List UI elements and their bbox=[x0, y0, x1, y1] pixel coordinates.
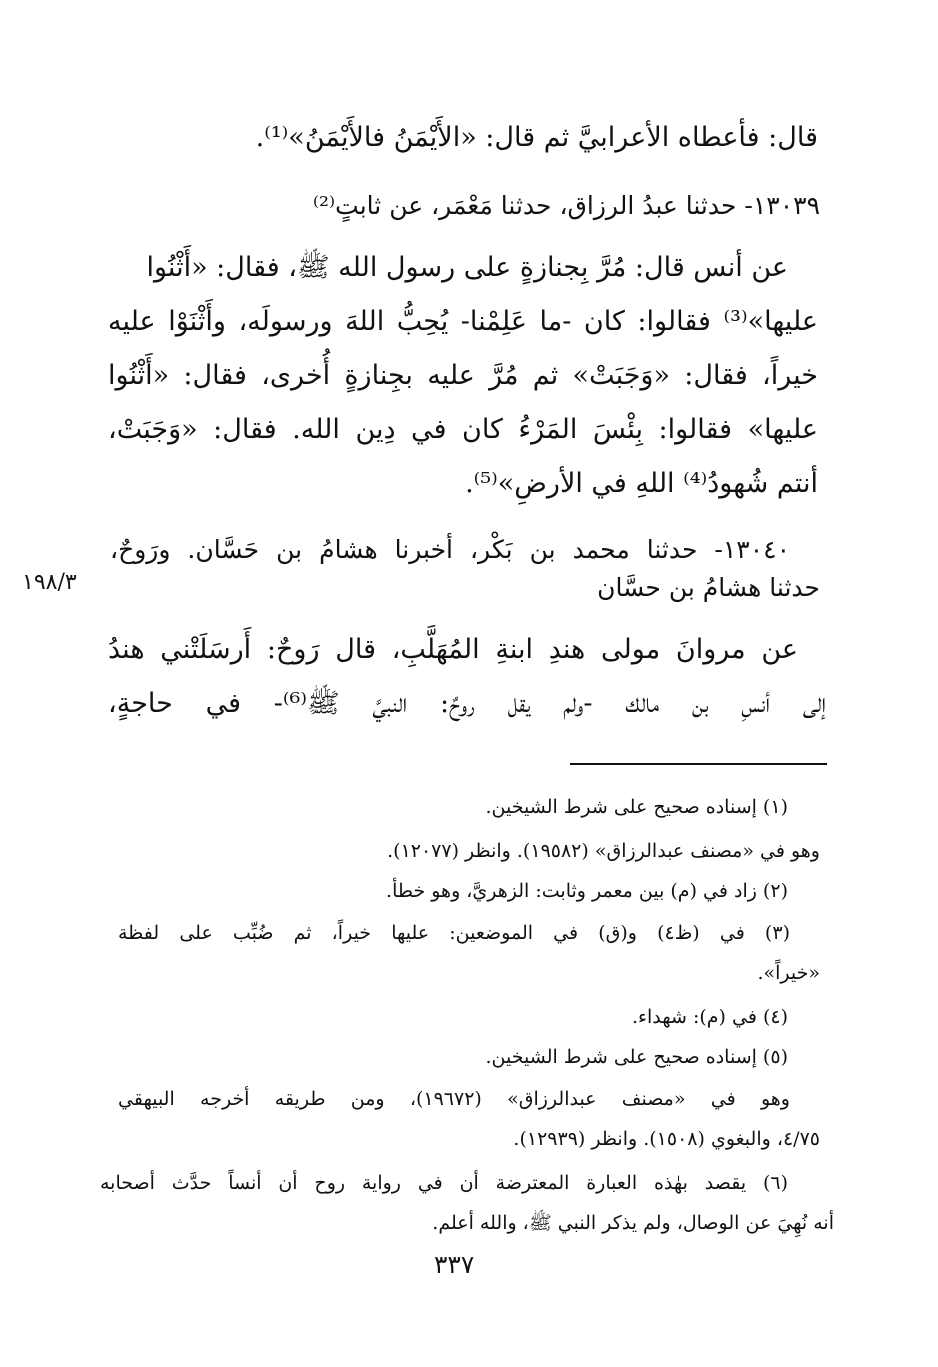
text-line: عن مروانَ مولى هندِ ابنةِ المُهَلَّبِ، قال رَوحٌ: أَرسَلَتْني هندُ bbox=[108, 634, 798, 665]
footnote-line: أنه نُهِيَ عن الوصال، ولم يذكر النبي ﷺ، والله أعلم. bbox=[432, 1212, 834, 1234]
text-line: إلى أنسِ بن مالك -ولم يقل روحٌ: النبيَّ ﷺ⁽⁶⁾- في حاجةٍ، bbox=[108, 688, 826, 719]
footnote-line: (٢) زاد في (م) بين معمر وثابت: الزهريَّ، وهو خطأ. bbox=[386, 880, 788, 902]
footnote-line: (٣) في (ظ٤) و(ق) في الموضعين: عليها خيراً، ثم ضُبِّب على لفظة bbox=[118, 922, 790, 944]
footnote-line: ٤/٧٥، والبغوي (١٥٠٨). وانظر (١٢٩٣٩). bbox=[513, 1128, 820, 1150]
footnote-line: وهو في «مصنف عبدالرزاق» (١٩٦٧٢)، ومن طريقه أخرجه البيهقي bbox=[118, 1088, 790, 1110]
hadith-heading: ١٣٠٣٩- حدثنا عبدُ الرزاق، حدثنا مَعْمَر، عن ثابتٍ⁽²⁾ bbox=[312, 191, 820, 220]
page-number: ٣٣٧ bbox=[434, 1250, 475, 1279]
footnote-line: (٦) يقصد بهٰذه العبارة المعترضة أن في رواية روح أن أنساً حدَّث أصحابه bbox=[100, 1172, 788, 1194]
footnote-line: (١) إسناده صحيح على شرط الشيخين. bbox=[485, 796, 788, 818]
footnote-separator bbox=[570, 763, 827, 765]
footnote-line: «خيراً». bbox=[757, 962, 820, 984]
footnote-line: (٥) إسناده صحيح على شرط الشيخين. bbox=[485, 1046, 788, 1068]
footnote-line: (٤) في (م): شهداء. bbox=[632, 1006, 788, 1028]
hadith-heading: ١٣٠٤٠- حدثنا محمد بن بَكْر، أخبرنا هشامُ بن حَسَّان. ورَوحٌ، bbox=[110, 535, 790, 564]
text-line: عليها»⁽³⁾ فقالوا: كان -ما عَلِمْنا- يُحِبُّ اللهَ ورسولَه، وأَثْنَوْا عليه bbox=[108, 306, 818, 337]
text-line: عليها» فقالوا: بِئْسَ المَرْءُ كان في دِين الله. فقال: «وَجَبَتْ، bbox=[108, 414, 818, 445]
text-line: قال: فأعطاه الأعرابيَّ ثم قال: «الأَيْمَنُ فالأَيْمَنُ»⁽¹⁾. bbox=[255, 122, 818, 153]
text-line: أنتم شُهودُ⁽⁴⁾ اللهِ في الأرضِ»⁽⁵⁾. bbox=[465, 468, 818, 499]
text-line: عن أنس قال: مُرَّ بِجنازةٍ على رسول الله ﷺ، فقال: «أَثْنُوا bbox=[146, 252, 788, 283]
margin-reference: ١٩٨/٣ bbox=[22, 570, 77, 595]
text-line: خيراً، فقال: «وَجَبَتْ» ثم مُرَّ عليه بجِنازةٍ أُخرى، فقال: «أَثْنُوا bbox=[108, 360, 818, 391]
hadith-heading: حدثنا هشامُ بن حسَّان bbox=[597, 573, 820, 602]
footnote-line: وهو في «مصنف عبدالرزاق» (١٩٥٨٢). وانظر (١٢٠٧٧). bbox=[387, 840, 820, 862]
